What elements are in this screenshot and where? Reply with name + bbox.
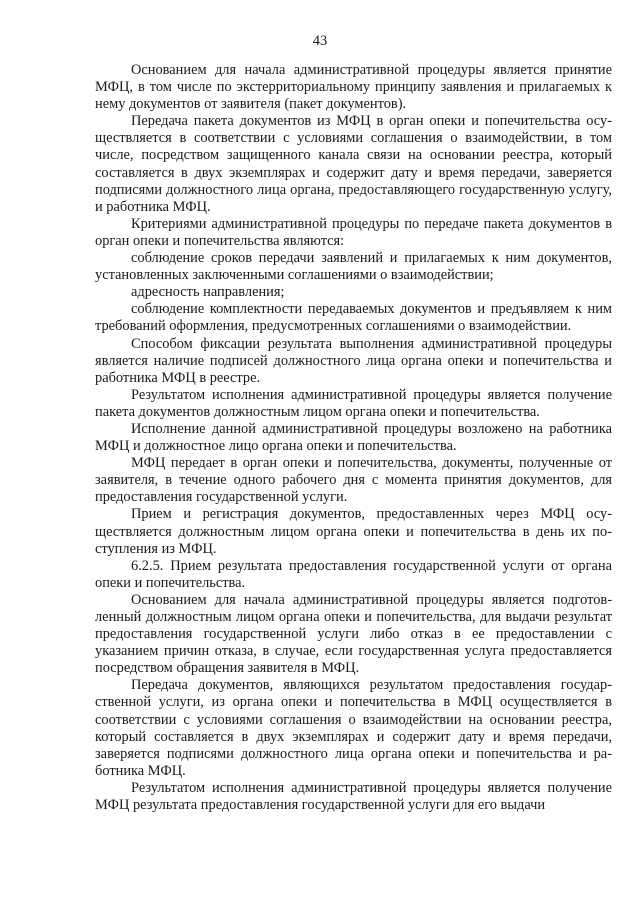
document-body [95,62,612,814]
paragraph: адресность направления; [131,284,285,301]
paragraph: Прием и регистрация документов, предоставленных через МФЦ осуществляется должностным лицом органа опеки и попечительства в день их поступления из МФЦ. [95,506,612,557]
paragraph: Основанием для начала административной процедуры является принятие МФЦ, в том числе по экстерриториальному принципу заявления и прилагаемых к нему документов от заявителя (пакет документов). [95,62,612,113]
paragraph: Исполнение данной административной процедуры возложено на работника МФЦ и должностное лицо органа опеки и попечительства. [95,420,612,455]
paragraph: Результатом исполнения административной процедуры является получение МФЦ результата предоставления государственной услуги для его выдачи [95,779,612,814]
paragraph: МФЦ передает в орган опеки и попечительства, документы, полученные от заявителя, в течение одного рабочего дня с момента принятия документов, для предоставления государственной услуги. [95,455,612,506]
paragraph: Передача пакета документов из МФЦ в орган опеки и попечительства осуществляется в соответствии с условиями соглашения о взаимодействии, в том числе, посредством защищенного канала связи на основании реестра, который составляется в двух экземплярах и содержит дату и время передачи, заверяется подписями должностного лица органа, предоставляющего государственную услугу, и работника МФЦ. [95,113,612,215]
paragraph: Способом фиксации результата выполнения административной процедуры является наличие подписей должностного лица органа опеки и попечительства и работника МФЦ в реестре. [95,335,612,386]
paragraph: Основанием для начала административной процедуры является подготовленный должностным лицом органа опеки и попечительства, для выдачи результат предоставления государственной услуги либо отказ в ее предоставлении с указанием причин отказа, в случае, если государственная услуга предоставляется посредством обращения заявителя в МФЦ. [95,591,612,677]
paragraph: соблюдение комплектности передаваемых документов и предъявляем к ним требований оформления, предусмотренных соглашениями о взаимодействии. [95,301,612,335]
paragraph: Критериями административной процедуры по передаче пакета документов в орган опеки и попечительства являются: [95,215,612,249]
paragraph: соблюдение сроков передачи заявлений и прилагаемых к ним документов, установленных заключенными соглашениями о взаимодействии; [95,250,612,284]
paragraph: Результатом исполнения административной процедуры является получение пакета документов должностным лицом органа опеки и попечительства. [95,386,612,420]
page-number: 43 [312,33,328,49]
section-heading: 6.2.5. Прием результата предоставления государственной услуги от органа опеки и попечительства. [95,557,612,591]
paragraph: Передача документов, являющихся результатом предоставления государственной услуги, из органа опеки и попечительства в МФЦ осуществляется в соответствии с условиями соглашения о взаимодействии на основании реестра, который составляется в двух экземплярах и содержит дату и время передачи, заверяется подписями должностного лица органа опеки и попечительства и работника МФЦ. [95,677,612,779]
